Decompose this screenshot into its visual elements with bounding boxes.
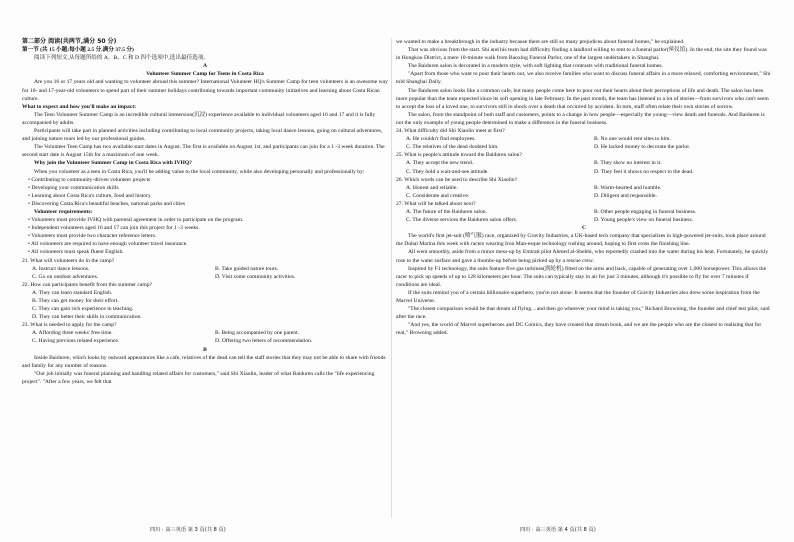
paragraph: Inspired by F1 technology, the suits feature five gas turbines(涡轮机) fitted on the arms and back, capable of generating over 1,000 horsepower. This allows the racer to pick up speeds of up to 128 kilometers per hour. The suits can typically stay in air for just 3 minutes, although it's possible to fly for over 7 minutes if conditions are ideal.: [396, 265, 767, 288]
section-title: 第一节 (共 15 小题;每小题 2.5 分,满分 37.5 分): [22, 47, 134, 54]
option: D. Offering two letters of recommendation.: [215, 338, 313, 345]
passage-a-letter: A: [202, 63, 208, 70]
option: B. They show no interest in it.: [594, 160, 662, 167]
question-stem: 27. What will be talked about next?: [396, 200, 476, 207]
bullet-item: • All volunteers are required to have enough volunteer travel insurance.: [28, 241, 188, 248]
option: C. They can gain rich experience in teaching.: [32, 306, 134, 313]
paragraph: All went smoothly, aside from a minor mess-up by Emirati pilot Ahmed al-Shehhi, who reportedly crashed into the water during his heat. Fortunately, he quickly rose to the water surface and gave a thumbs-up before being picked up by a rescue crew.: [396, 249, 769, 264]
subheading: Why join the Volunteer Summer Camp in Costa Rica with IVHQ?: [34, 160, 192, 167]
bullet-item: • Volunteers must provide two character reference letters.: [28, 233, 157, 240]
passage-a-title: Volunteer Summer Camp for Teens in Costa Rica: [146, 71, 264, 78]
paragraph: The Volunteer Teen Camp has two available start dates in August. The first is available on August 1st, and participants can join for a 1 -3 week duration. The second start date is August 15th for a maximum of one week.: [22, 144, 385, 159]
bullet-item: • Volunteers must provide IVHQ with parental agreement in order to participate on the program.: [28, 217, 244, 224]
option: C. The diverse services the Baiduren salon offers.: [406, 217, 518, 224]
option: B. Other people engaging in funeral business.: [594, 208, 697, 215]
bullet-item: • All volunteers must speak fluent English.: [28, 249, 124, 256]
option: A. They accept the new trend.: [406, 160, 474, 167]
option: A. They can learn standard English.: [32, 289, 113, 296]
bullet-item: • Learning about Costa Rica's culture, food and history: [28, 192, 151, 199]
option: D. Visit some community activities.: [215, 273, 296, 280]
paragraph: "Apart from those who want to pour their hearts out, we also receive families who want to discuss funeral affairs in a more relaxed, comforting environment," Shi told Shanghai Daily.: [396, 71, 771, 86]
page-footer-right: 四川 · 高三英语 第 4 页(共 8 页): [520, 527, 596, 533]
option: D. He lacked money to decorate the parlor.: [594, 144, 691, 151]
option: B. Warm-hearted and humble.: [594, 184, 662, 191]
option: C. Considerate and creative.: [406, 192, 470, 199]
option: B. Take guided nature tours.: [215, 265, 279, 272]
option: A. Instruct dance lessons.: [32, 265, 90, 272]
question-stem: 24. What difficulty did Shi Xiaolin meet at first?: [396, 128, 505, 135]
option: C. They hold a wait-and-see attitude.: [406, 168, 489, 175]
paragraph: Are you 16 or 17 years old and wanting to volunteer abroad this summer? International Volunteer HQ's Summer Camp for teen volunteers is an awesome way for 16- and 17-year-old volunteers to spend part of their summer holidays contributing towards important community initiatives and learning about Costa Rican culture.: [22, 79, 388, 102]
option: C. Having previous related experience.: [32, 338, 120, 345]
paragraph: we wanted to make a breakthrough in the industry because there are still so many prejudices about funeral homes," he explained.: [396, 39, 685, 45]
option: C. The relatives of the dead doubted him.: [406, 144, 499, 151]
page-footer-left: 四川 · 高三英语 第 3 页(共 8 页): [150, 527, 226, 533]
answer-options: [396, 135, 772, 151]
column-divider: [391, 38, 392, 518]
paragraph: If the suits remind you of a certain billionaire superhero, you're not alone. It seems that the founder of Gravity Industries also drew some inspiration from the Marvel Universe.: [396, 289, 760, 304]
question-stem: 22. How can participants benefit from this summer camp?: [22, 281, 153, 288]
option: B. Being accompanied by one parent.: [215, 330, 300, 337]
answer-options: [396, 184, 772, 200]
bullet-item: • Developing your communication skills: [28, 184, 119, 191]
answer-options: [22, 289, 388, 321]
option: A. He couldn't find employees.: [406, 136, 476, 143]
question-stem: 21. What will volunteers do in the camp?: [22, 257, 115, 264]
paragraph: When you volunteer as a teen in Costa Rica, you'll be adding value to the local community, while also developing personally and professionally by:: [34, 168, 365, 175]
subheading: What to expect and how you'll make an impact:: [22, 103, 137, 110]
passage-b-letter: B: [203, 346, 207, 353]
paragraph: "The closest comparison would be that dream of flying…and then go wherever your mind is taking you," Richard Browning, the founder and chief test pilot, said after the race.: [396, 306, 770, 321]
option: A. Affording three weeks' free time.: [32, 330, 113, 337]
bullet-item: • Discovering Costa Rica's beautiful beaches, national parks and cities: [28, 200, 186, 207]
subheading: Volunteer requirements:: [34, 208, 93, 215]
question-stem: 26. Which words can be used to describe Shi Xiaolin?: [396, 176, 518, 183]
passage-c-letter: C: [581, 225, 587, 232]
right-column: [396, 38, 772, 337]
paragraph: The Baiduren salon looks like a common cafe, but many people come here to pour out their hearts about their perceptions of life and death. The salon has been more popular than the team expected since its soft opening in late February. In the past month, the team has listened to a lot of stories—from survivors who can't seem to accept the loss of a loved one, to survivors still in shock over a death that occurred by accident. In turn, staff often relate their own stories of sorrow.: [396, 87, 769, 110]
answer-options: [396, 159, 772, 175]
paragraph: The Baiduren salon is decorated in a modern style, with soft lighting that contrasts with traditional funeral homes.: [408, 63, 663, 70]
answer-options: [22, 265, 388, 281]
answer-options: [22, 329, 388, 345]
left-column: [22, 38, 388, 386]
option: A. The future of the Baiduren salon.: [406, 208, 487, 215]
question-stem: 23. What is needed to apply for the camp?: [22, 322, 117, 329]
paragraph: The Teen Volunteer Summer Camp is an incredible cultural immersion(沉浸) experience available to individual volunteers aged 16 and 17 and it is fully accompanied by adults.: [22, 111, 376, 126]
bullet-item: • Independent volunteers aged 16 and 17 can join this project for 1 -3 weeks.: [28, 225, 200, 232]
question-stem: 25. What is people's attitude toward the Baiduren salon?: [396, 152, 522, 159]
paragraph: "And yes, the world of Marvel superheroes and DC Comics, they have created that dream book, and we are the people who are the closest to realising that for real," Browning added.: [396, 322, 762, 337]
option: C. Go on outdoor adventures.: [32, 273, 99, 280]
paragraph: Participants will take part in planned activities including contributing to local community projects, taking local dance lessons, going on cultural adventures, and joining nature tours led by our professional guides.: [22, 128, 383, 143]
option: D. Young people's view on funeral business.: [594, 217, 694, 224]
paragraph: "Our job initially was funeral planning and handling related affairs for customers," said Shi Xiaolin, leader of what Baiduren calls the "life experiencing project". "After a few years, we felt that: [22, 370, 375, 385]
option: B. No one would rent sites to him.: [594, 136, 671, 143]
part-title: 第二部分 阅读(共两节,满分 50 分): [22, 38, 117, 45]
paragraph: The salon, from the standpoint of both staff and customers, points to a change in how people—especially the young—view death and funerals. And Baiduren is not the only example of young people determined to make a difference in the funeral business.: [396, 111, 765, 126]
paragraph: Inside Baiduren, which looks by outward appearances like a cafe, relatives of the dead can tell the staff stories that they may not be able to share with friends and family for any number of reasons.: [22, 354, 386, 369]
instructions: 阅读下列短文,从每题所给的 A、B、C 和 D 四个选项中,选出最佳选项。: [34, 55, 209, 62]
paragraph: That was obvious from the start. Shi and his team had difficulty finding a landlord willing to rent to a funeral parlor(殡仪馆). In the end, the site they found was in Hongkou District, a mere 10-minute walk from Baoxing Funeral Parlor, one of the largest undertakers in Shanghai.: [396, 47, 767, 62]
option: A. Honest and reliable.: [406, 184, 458, 191]
bullet-item: • Contributing to community-driven volunteer projects: [28, 176, 151, 183]
option: D. Diligent and responsible.: [594, 192, 657, 199]
answer-options: [396, 208, 772, 224]
option: D. They can better their skills in communication.: [32, 314, 142, 321]
paragraph: The world's first jet-suit (喷气服) race, organized by Gravity Industries, a UK-based tech company that specializes in high-powered jet-suits, took place around the Dubai Marina this week with racers wearing Iron Man-esque technology rushing around, hoping to first cross the finishing line.: [396, 233, 766, 248]
option: B. They can get money for their effort.: [32, 298, 119, 304]
option: D. They feel it shows no respect to the dead.: [594, 168, 694, 175]
